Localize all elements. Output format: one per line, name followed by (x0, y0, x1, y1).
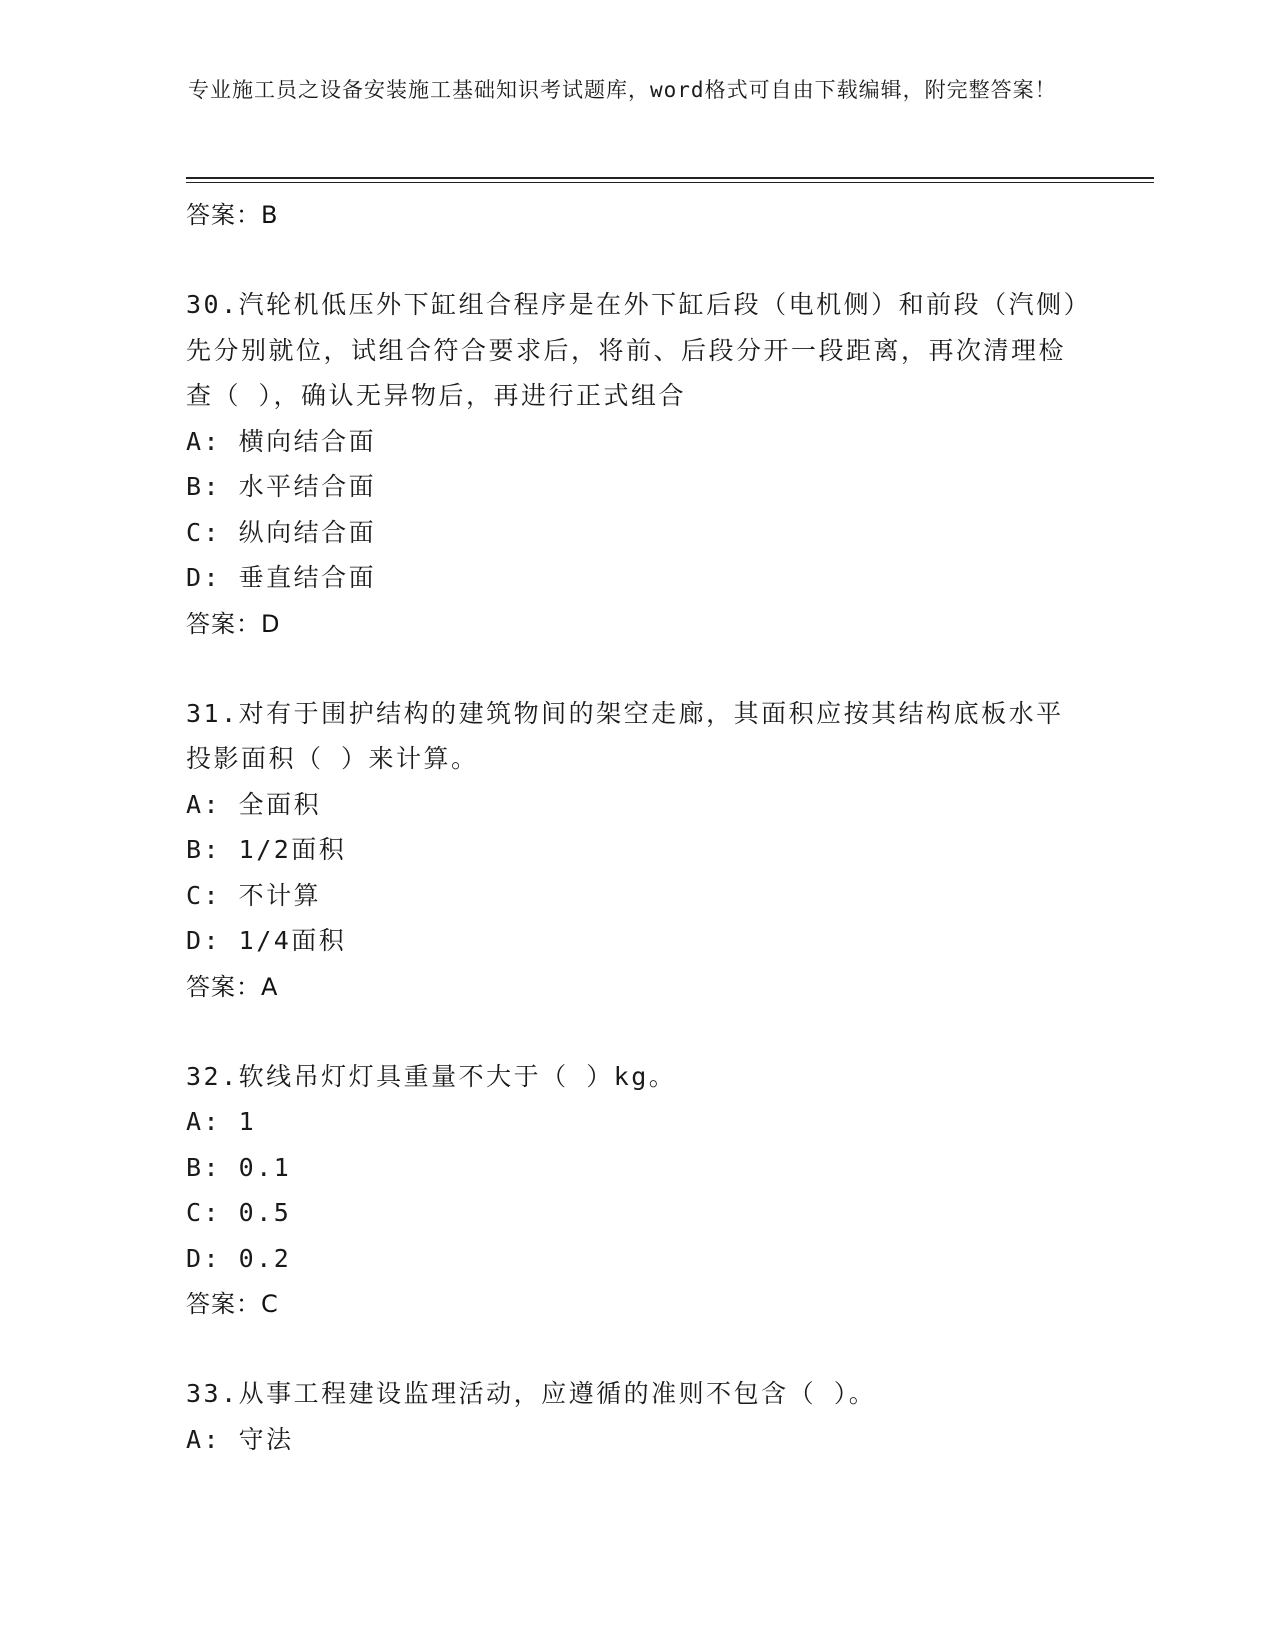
option-b: B: 水平结合面 (186, 472, 377, 501)
question-stem: 31.对有于围护结构的建筑物间的架空走廊，其面积应按其结构底板水平投影面积（ ）来计算。 (186, 698, 1064, 773)
option-a: A: 守法 (186, 1424, 294, 1454)
header-divider-thin (186, 182, 1154, 183)
question-item-30 (186, 282, 1086, 647)
option-c: C: 0.5 (186, 1198, 292, 1227)
question-answer: 答案：D (186, 609, 281, 638)
option-a: A: 横向结合面 (186, 426, 377, 456)
question-item-31 (186, 691, 1086, 1010)
question-item-33 (186, 1371, 1086, 1462)
question-answer: 答案：A (186, 972, 279, 1001)
previous-question-answer: 答案：B (186, 201, 279, 229)
header-divider-thick (186, 177, 1154, 179)
option-c: C: 纵向结合面 (186, 517, 377, 547)
document-header: 专业施工员之设备安装施工基础知识考试题库，word格式可自由下载编辑，附完整答案！ (188, 78, 1057, 102)
option-a: A: 全面积 (186, 789, 322, 819)
option-b: B: 0.1 (186, 1152, 292, 1182)
option-d: D: 0.2 (186, 1243, 292, 1273)
option-d: D: 垂直结合面 (186, 563, 377, 592)
question-answer: 答案：C (186, 1290, 279, 1318)
option-d: D: 1/4面积 (186, 926, 347, 955)
question-stem: 33.从事工程建设监理活动，应遵循的准则不包含（ ）。 (186, 1379, 877, 1408)
question-stem: 32.软线吊灯灯具重量不大于（ ）kg。 (186, 1061, 677, 1091)
question-list (186, 188, 1086, 1462)
option-b: B: 1/2面积 (186, 835, 347, 864)
question-stem: 30.汽轮机低压外下缸组合程序是在外下缸后段（电机侧）和前段（汽侧）先分别就位，试组合符合要求后，将前、后段分开一段距离，再次清理检查（ ），确认无异物后，再进行正式组合 (186, 290, 1079, 410)
option-c: C: 不计算 (186, 880, 322, 910)
option-a: A: 1 (186, 1107, 257, 1136)
question-item-32 (186, 1054, 1086, 1328)
